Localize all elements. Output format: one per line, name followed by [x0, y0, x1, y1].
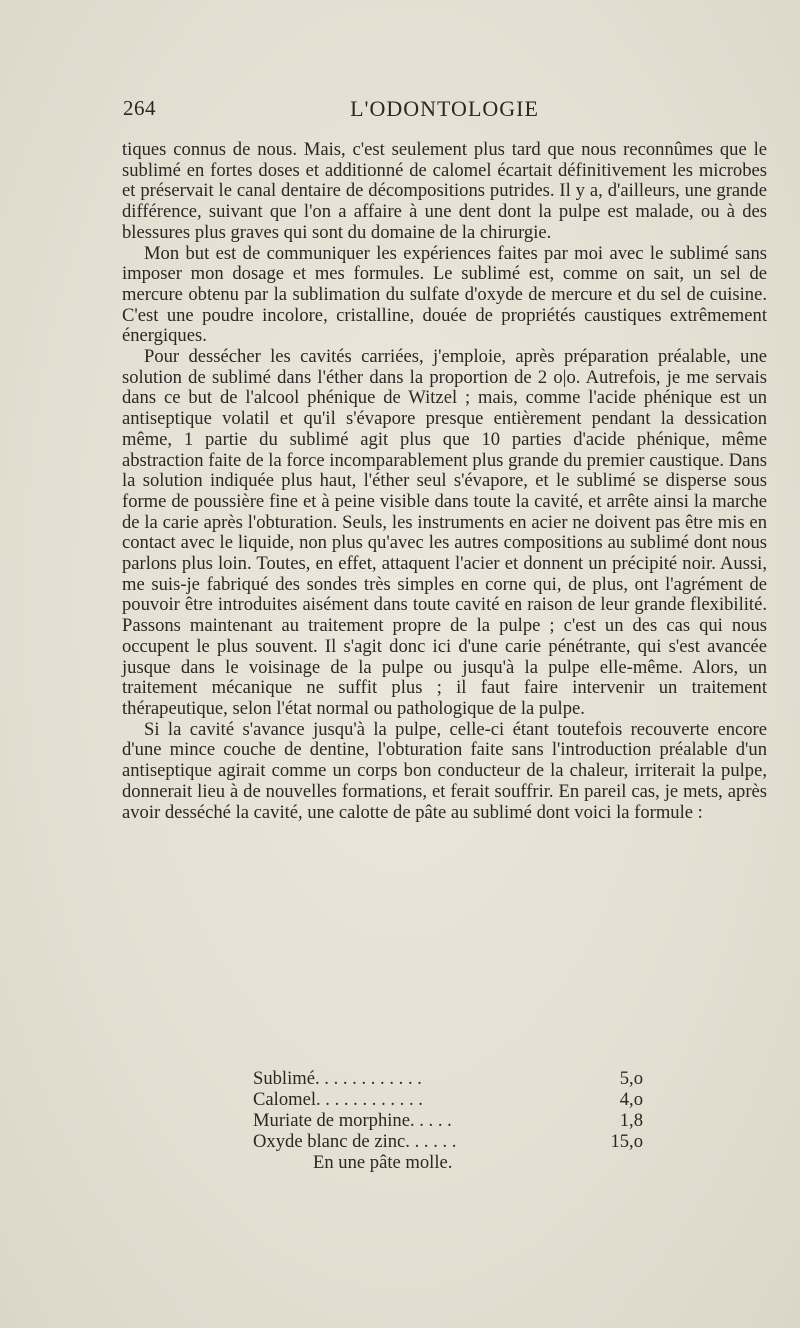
ingredient-quantity: 1,8	[619, 1110, 643, 1131]
running-title: L'ODONTOLOGIE	[350, 96, 539, 121]
recipe-row	[253, 1089, 643, 1110]
ingredient-quantity: 15,o	[610, 1131, 643, 1152]
body-text	[122, 140, 767, 823]
recipe-row	[253, 1110, 643, 1131]
page-number: 264	[123, 96, 156, 120]
ingredient-name: Calomel. . . . . . . . . . . .	[253, 1089, 423, 1110]
paragraph: Si la cavité s'avance jusqu'à la pulpe, celle-ci étant toutefois recouverte encore d'une mince couche de dentine, l'obturation faite sans l'introduction préalable d'un antiseptique agirait comme un corps bon conducteur de la chaleur, irriterait la pulpe, donnerait lieu à de nouvelles formations, et ferait souffrir. En pareil cas, je mets, après avoir desséché la cavité, une calotte de pâte au sublimé dont voici la formule :	[122, 718, 767, 823]
ingredient-name: Oxyde blanc de zinc. . . . . .	[253, 1131, 457, 1152]
page-header	[123, 96, 766, 126]
ingredient-name: Muriate de morphine. . . . .	[253, 1110, 452, 1131]
paragraph: tiques connus de nous. Mais, c'est seulement plus tard que nous reconnûmes que le sublimé en fortes doses et additionné de calomel écartait définitivement les microbes et préservait le canal dentaire de décompositions putrides. Il y a, d'ailleurs, une grande différence, suivant que l'on a affaire à une dent dont la pulpe est malade, ou à des blessures plus graves qui sont du domaine de la chirurgie.	[122, 139, 767, 243]
formula-recipe	[253, 1068, 643, 1173]
paragraph: Mon but est de communiquer les expériences faites par moi avec le sublimé sans imposer mon dosage et mes formules. Le sublimé est, comme on sait, un sel de mercure obtenu par la sublimation du sulfate d'oxyde de mercure et du sel de cuisine. C'est une poudre incolore, cristalline, douée de propriétés caustiques extrêmement énergiques.	[122, 242, 767, 347]
paragraph: Pour dessécher les cavités carriées, j'emploie, après préparation préalable, une solution de sublimé dans l'éther dans la proportion de 2 o|o. Autrefois, je me servais dans ce but de l'alcool phénique de Witzel ; mais, comme l'acide phénique est un antiseptique volatil et qu'il s'évapore presque entièrement pendant la dessication même, 1 partie du sublimé agit plus que 10 parties d'acide phénique, même abstraction faite de la force incomparablement plus grande du premier caustique. Dans la solution indiquée plus haut, l'éther seul s'évapore, et le sublimé se disperse sous forme de poussière fine et à peine visible dans toute la cavité, et arrête ainsi la marche de la carie après l'obturation. Seuls, les instruments en acier ne doivent pas être mis en contact avec le liquide, non plus qu'avec les autres compositions au sublimé dont nous parlons plus loin. Toutes, en effet, attaquent l'acier et donnent un précipité noir. Aussi, me suis-je fabriqué des sondes très simples en corne qui, de plus, ont l'agrément de pouvoir être introduites aisément dans toute cavité en raison de leur grande flexibilité. Passons maintenant au traitement propre de la pulpe ; c'est un des cas qui nous occupent le plus souvent. Il s'agit donc ici d'une carie pénétrante, qui s'est avancée jusque dans le voisinage de la pulpe ou jusqu'à la pulpe elle-même. Alors, un traitement mécanique ne suffit plus ; il faut faire intervenir un traitement thérapeutique, selon l'état normal ou pathologique de la pulpe.	[122, 346, 767, 719]
ingredient-quantity: 4,o	[619, 1089, 643, 1110]
ingredient-name: Sublimé. . . . . . . . . . . .	[253, 1068, 422, 1089]
recipe-row	[253, 1068, 643, 1089]
ingredient-quantity: 5,o	[619, 1068, 643, 1089]
recipe-row	[253, 1131, 643, 1152]
recipe-note: En une pâte molle.	[313, 1152, 453, 1173]
